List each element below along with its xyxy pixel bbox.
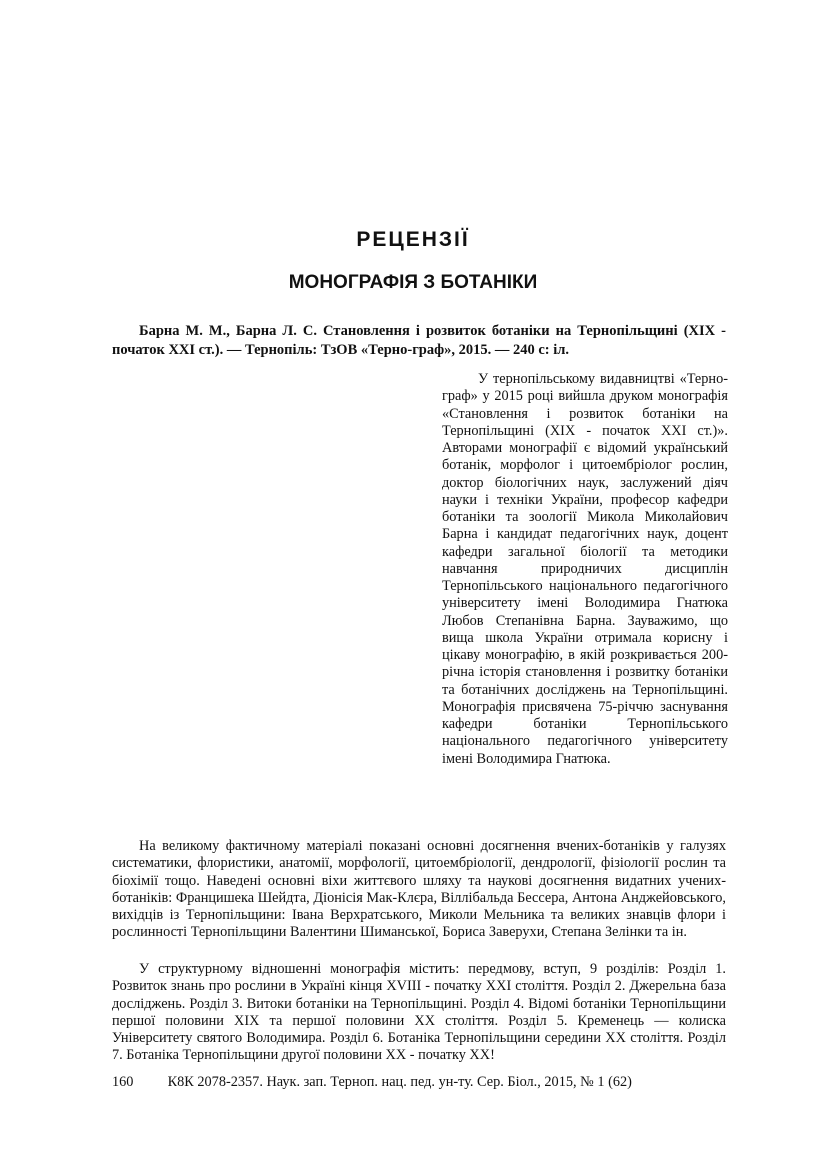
page-footer [112, 1073, 726, 1091]
page-number: 160 [112, 1074, 134, 1090]
section-title: РЕЦЕНЗІЇ [356, 228, 470, 251]
body-paragraph-achievements: На великому фактичному матеріалі показані основні досягнення вчених-ботаніків у галузях систематики, флористики, анатомії, морфології, цитоембріології, дендрології, фізіології рослин та біохімії тощо. Наведені основні віхи життєвого шляху та наукові досягнення видатних учених-ботаніків: Францишека Шейдта, Діонісія Мак-Клєра, Віллібальда Бессера, Антона Анджейовського, вихідців із Тернопільщини: Івана Верхратського, Миколи Мельника та великих знавців флори і рослинності Тернопільщини Валентини Шиманської, Бориса Заверухи, Степана Зелінки та ін. [112, 838, 726, 941]
article-title: МОНОГРАФІЯ З БОТАНІКИ [288, 272, 538, 293]
bibliographic-citation: Барна М. М., Барна Л. С. Становлення і розвиток ботаніки на Тернопільщині (XIX - початок XXI ст.). — Тернопіль: ТзОВ «Терно-граф», 2015. — 240 с: іл. [112, 323, 726, 358]
body-paragraph-structure: У структурному відношенні монографія містить: передмову, вступ, 9 розділів: Розділ 1. Розвиток знань про рослини в Україні кінця XVIII - початку XXI століття. Розділ 2. Джерельна база досліджень. Розділ 3. Витоки ботаніки на Тернопільщині. Розділ 4. Відомі ботаніки Тернопільщини першої половини XIX та першої половини XX століття. Розділ 5. Кременець — колиска Університету святого Володимира. Розділ 6. Ботаніка Тернопільщини середини XX століття. Розділ 7. Ботаніка Тернопільщини другої половини XX - початку XX! [112, 961, 726, 1064]
journal-reference: К8К 2078-2357. Наук. зап. Терноп. нац. пед. ун-ту. Сер. Біол., 2015, № 1 (62) [167, 1074, 632, 1090]
intro-paragraph: У тернопільському видавництві «Терно-граф» у 2015 році вийшла друком монографія «Становлення і розвиток ботаніки на Тернопільщині (XIX - початок XXI ст.)». Авторами монографії є відомий український ботанік, морфолог і цитоембріолог рослин, доктор біологічних наук, заслужений діяч науки і техніки України, професор кафедри ботаніки та зоології Микола Миколайович Барна і кандидат педагогічних наук, доцент кафедри загальної біології та методики навчання природничих дисциплін Тернопільського національного педагогічного університету імені Володимира Гнатюка Любов Степанівна Барна. Зауважимо, що вища школа України отримала корисну і цікаву монографію, в якій розкривається 200-річна історія становлення і розвитку ботаніки та ботанічних досліджень на Тернопільщині. Монографія присвячена 75-річчю заснування кафедри ботаніки Тернопільського національного педагогічного університету імені Володимира Гнатюка. [442, 371, 728, 767]
